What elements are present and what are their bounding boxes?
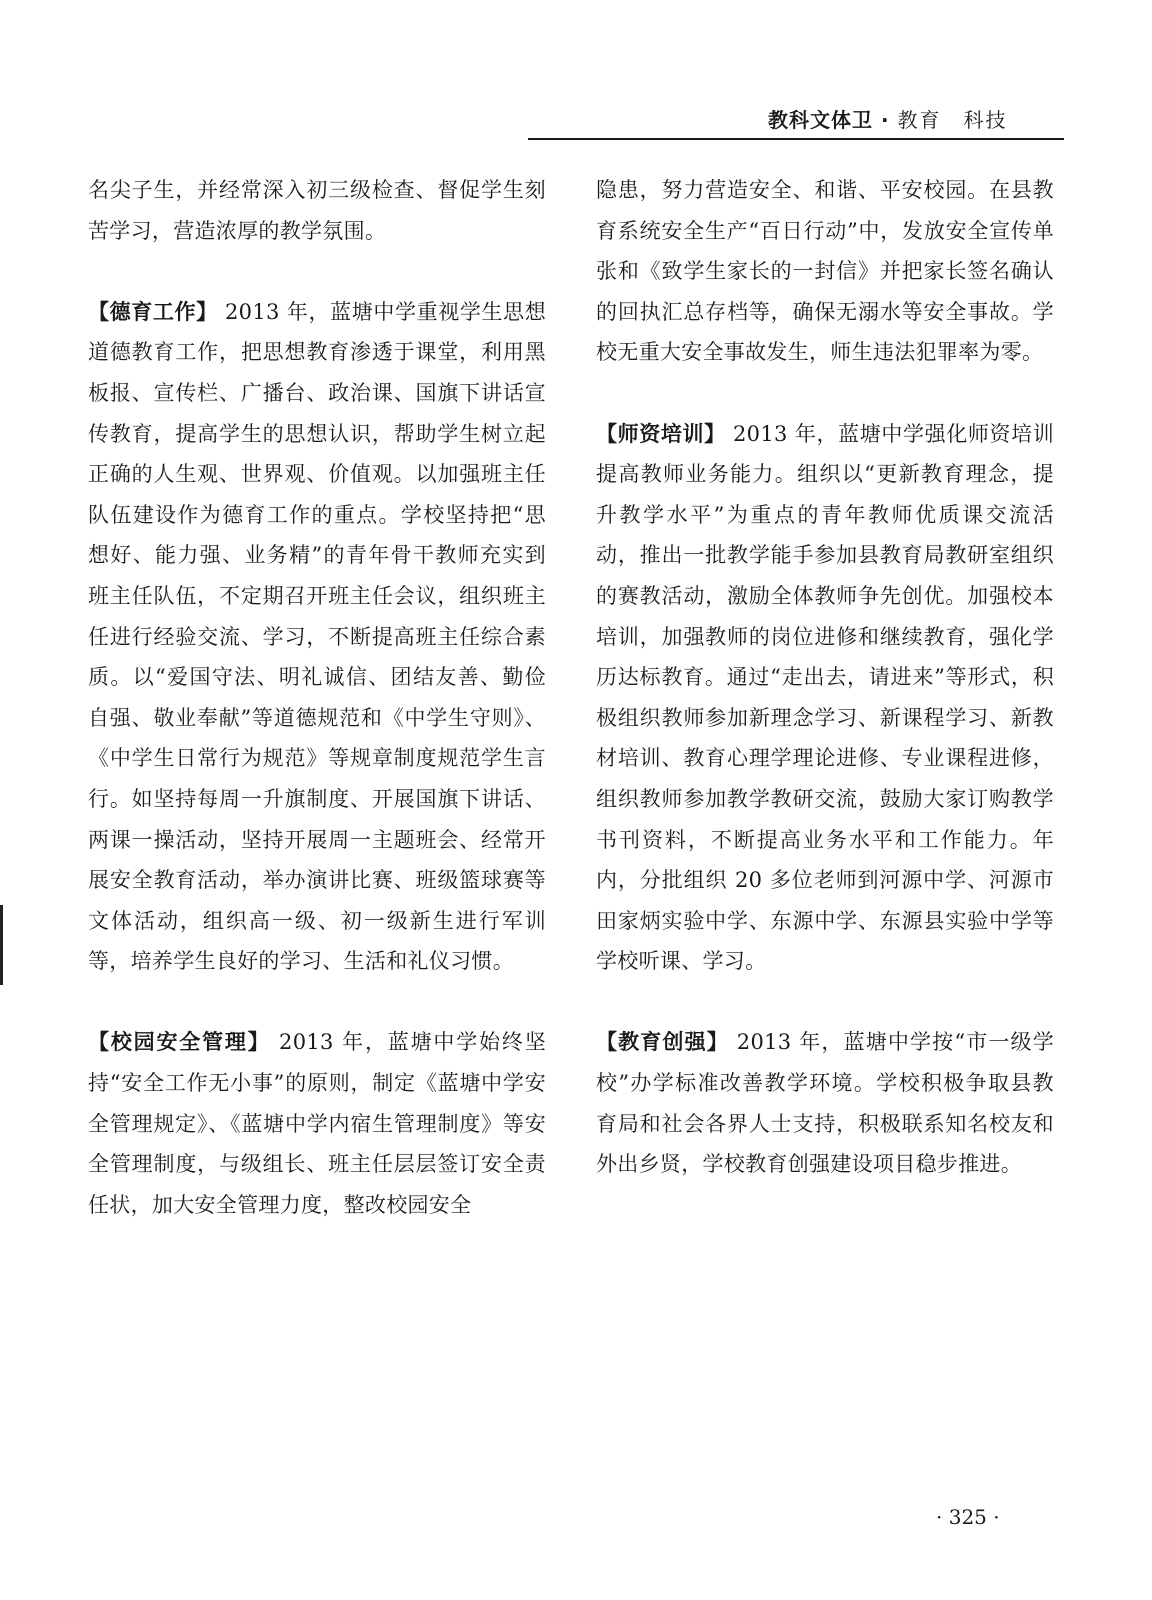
header-separator: · — [880, 108, 890, 132]
scan-edge-mark — [0, 905, 3, 985]
right-continuation-paragraph: 隐患，努力营造安全、和谐、平安校园。在县教育系统安全生产“百日行动”中，发放安全宣传单张和《致学生家长的一封信》并把家长签名确认的回执汇总存档等，确保无溺水等安全事故。学校无重大安全事故发生，师生违法犯罪率为零。 — [596, 178, 1054, 365]
left-continuation-paragraph: 名尖子生，并经常深入初三级检查、督促学生刻苦学习，营造浓厚的教学氛围。 — [88, 178, 546, 243]
campus-safety-paragraph — [88, 1022, 546, 1225]
teacher-training-paragraph — [596, 414, 1054, 982]
education-strengthening-paragraph — [596, 1022, 1054, 1184]
left-column — [88, 170, 546, 1225]
right-column — [596, 170, 1054, 1185]
running-header — [768, 104, 1008, 134]
moral-education-text: 2013 年，蓝塘中学重视学生思想道德教育工作，把思想教育渗透于课堂，利用黑板报、宣传栏、广播台、政治课、国旗下讲话宣传教育，提高学生的思想认识，帮助学生树立起正确的人生观、世界观、价值观。以加强班主任队伍建设作为德育工作的重点。学校坚持把“思想好、能力强、业务精”的青年骨干教师充实到班主任队伍，不定期召开班主任会议，组织班主任进行经验交流、学习，不断提高班主任综合素质。以“爱国守法、明礼诚信、团结友善、勤俭自强、敬业奉献”等道德规范和《中学生守则》、《中学生日常行为规范》等规章制度规范学生言行。如坚持每周一升旗制度、开展国旗下讲话、两课一操活动，坚持开展周一主题班会、经常开展安全教育活动，举办演讲比赛、班级篮球赛等文体活动，组织高一级、初一级新生进行军训等，培养学生良好的学习、生活和礼仪习惯。 — [88, 299, 546, 974]
campus-safety-heading: 【校园安全管理】 — [88, 1030, 271, 1055]
moral-education-heading: 【德育工作】 — [88, 299, 218, 324]
header-subsection: 教育 科技 — [897, 108, 1008, 132]
teacher-training-text: 2013 年，蓝塘中学强化师资培训提高教师业务能力。组织以“更新教育理念，提升教学水平”为重点的青年教师优质课交流活动，推出一批教学能手参加县教育局教研室组织的赛教活动，激励全体教师争先创优。加强校本培训，加强教师的岗位进修和继续教育，强化学历达标教育。通过“走出去，请进来”等形式，积极组织教师参加新理念学习、新课程学习、新教材培训、教育心理学理论进修、专业课程进修，组织教师参加教学教研交流，鼓励大家订购教学书刊资料，不断提高业务水平和工作能力。年内，分批组织 20 多位老师到河源中学、河源市田家炳实验中学、东源中学、东源县实验中学等学校听课、学习。 — [596, 421, 1054, 974]
education-strengthening-text: 2013 年，蓝塘中学按“市一级学校”办学标准改善教学环境。学校积极争取县教育局和社会各界人士支持，积极联系知名校友和外出乡贤，学校教育创强建设项目稳步推进。 — [596, 1030, 1054, 1177]
page-number: · 325 · — [936, 1505, 1000, 1529]
moral-education-paragraph — [88, 292, 546, 982]
campus-safety-text: 2013 年，蓝塘中学始终坚持“安全工作无小事”的原则，制定《蓝塘中学安全管理规定》、《蓝塘中学内宿生管理制度》等安全管理制度，与级组长、班主任层层签订安全责任状，加大安全管理力度，整改校园安全 — [88, 1030, 546, 1217]
header-section: 教科文体卫 — [768, 108, 873, 132]
teacher-training-heading: 【师资培训】 — [596, 421, 726, 446]
education-strengthening-heading: 【教育创强】 — [596, 1030, 729, 1055]
header-rule — [528, 138, 1064, 140]
